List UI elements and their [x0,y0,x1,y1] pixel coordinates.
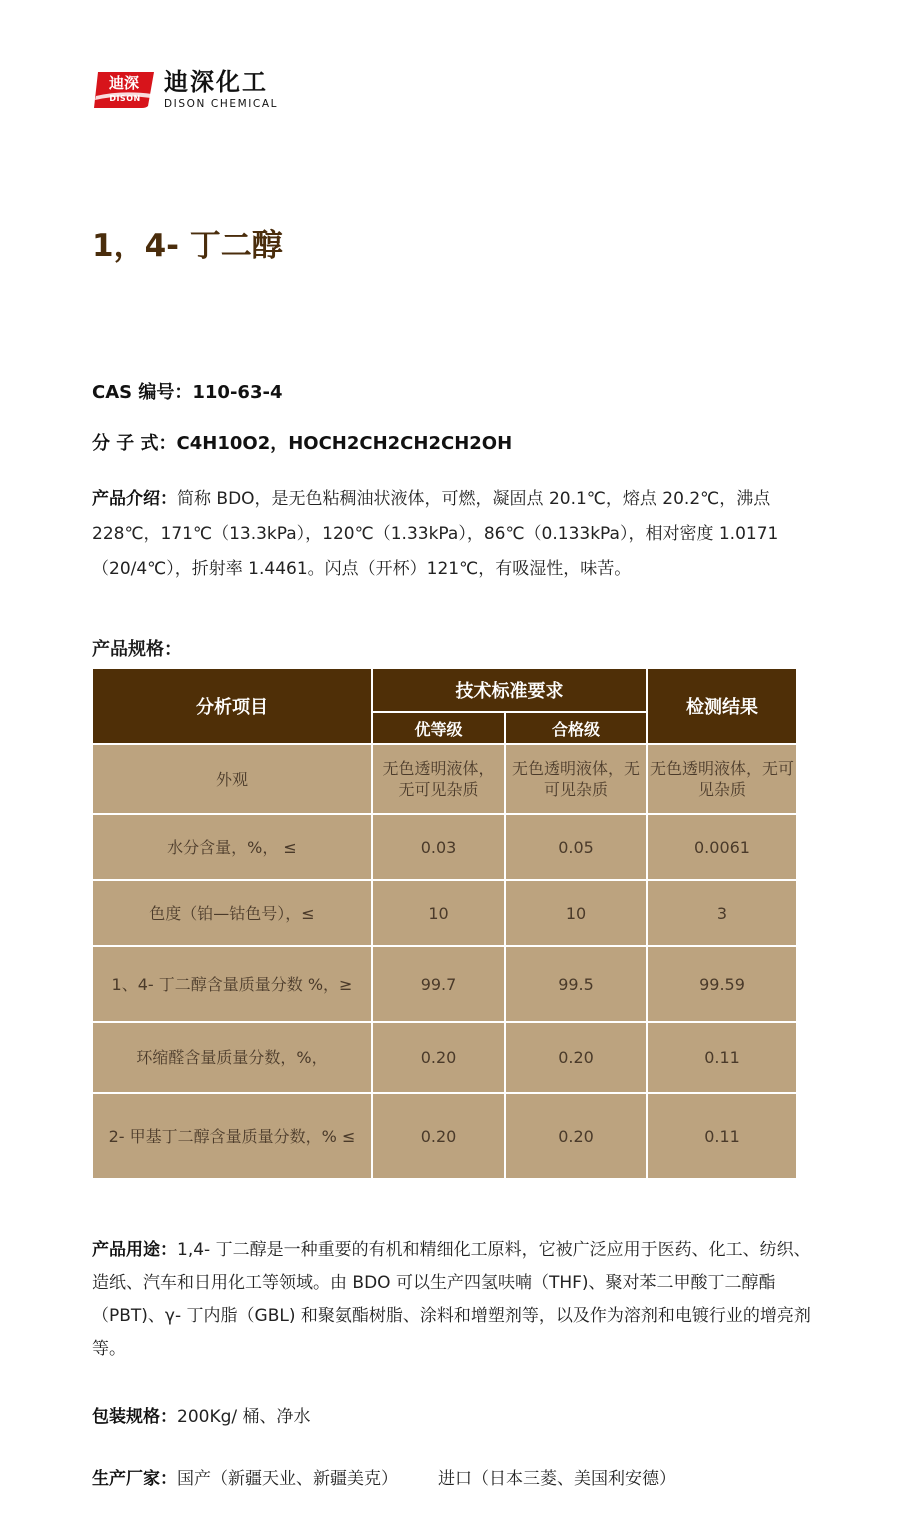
row-item: 环缩醛含量质量分数，%， [92,1022,372,1093]
row-result: 无色透明液体，无可见杂质 [647,744,797,814]
formula-label: 分 子 式： [92,433,177,454]
logo-badge-text: 迪深 [108,74,139,92]
cas-label: CAS 编号： [92,382,193,403]
table-row [92,1022,797,1093]
product-intro [92,482,812,587]
logo-english-name: DISON CHEMICAL [164,98,279,110]
spec-table [91,667,798,1180]
table-row [92,814,797,880]
row-result: 0.11 [647,1022,797,1093]
cas-line [92,376,812,410]
row-top: 0.20 [372,1093,505,1179]
row-ok: 无色透明液体，无可见杂质 [505,744,647,814]
row-top: 无色透明液体，无可见杂质 [372,744,505,814]
row-item: 水分含量，%， ≤ [92,814,372,880]
row-result: 0.0061 [647,814,797,880]
formula-line [92,427,812,461]
usage-text: 1,4- 丁二醇是一种重要的有机和精细化工原料，它被广泛应用于医药、化工、纺织、造纸、汽车和日用化工等领域。由 BDO 可以生产四氢呋喃（THF)、聚对苯二甲酸丁二醇酯（PBT)、γ- 丁内脂（GBL) 和聚氨酯树脂、涂料和增塑剂等，以及作为溶剂和电镀行业的增亮剂等。 [92,1240,811,1359]
row-ok: 0.20 [505,1093,647,1179]
row-item: 外观 [92,744,372,814]
row-ok: 99.5 [505,946,647,1022]
logo-badge-sub: DISON [109,94,141,103]
intro-text: 简称 BDO，是无色粘稠油状液体，可燃，凝固点 20.1℃，熔点 20.2℃，沸点 228℃，171℃（13.3kPa），120℃（1.33kPa），86℃（0.133kPa），相对密度 1.0171（20/4℃），折射率 1.4461。闪点（开杯）121℃，有吸湿性，味苦。 [92,489,779,579]
row-top: 0.20 [372,1022,505,1093]
row-result: 3 [647,880,797,946]
row-ok: 0.05 [505,814,647,880]
maker-line [92,1464,676,1494]
row-item: 色度（铂—钴色号），≤ [92,880,372,946]
logo-name: 迪深化工 [164,68,268,96]
row-item: 2- 甲基丁二醇含量质量分数，% ≤ [92,1093,372,1179]
row-result: 99.59 [647,946,797,1022]
header-item: 分析项目 [92,668,372,744]
spec-label: 产品规格： [92,639,182,660]
cas-value: 110-63-4 [192,382,283,403]
header-standard: 技术标准要求 [372,668,647,712]
maker-domestic: 国产（新疆天业、新疆美克） [177,1469,398,1489]
packing-value: 200Kg/ 桶、净水 [177,1407,311,1427]
packing-label: 包装规格： [92,1407,177,1427]
table-row [92,880,797,946]
row-result: 0.11 [647,1093,797,1179]
product-usage [92,1234,812,1366]
row-item: 1、4- 丁二醇含量质量分数 %，≥ [92,946,372,1022]
packing-line [92,1402,311,1432]
logo-badge [92,70,156,108]
company-logo [92,68,292,112]
maker-label: 生产厂家： [92,1469,177,1489]
header-grade-top: 优等级 [372,712,505,744]
table-row [92,946,797,1022]
intro-label: 产品介绍： [92,489,177,509]
row-top: 0.03 [372,814,505,880]
maker-imported: 进口（日本三菱、美国利安德） [438,1469,676,1489]
row-top: 99.7 [372,946,505,1022]
row-ok: 10 [505,880,647,946]
usage-label: 产品用途： [92,1240,177,1260]
row-ok: 0.20 [505,1022,647,1093]
row-top: 10 [372,880,505,946]
table-row [92,744,797,814]
table-row [92,1093,797,1179]
product-title: 1，4- 丁二醇 [92,228,283,264]
header-grade-ok: 合格级 [505,712,647,744]
header-result: 检测结果 [647,668,797,744]
formula-value: C4H10O2，HOCH2CH2CH2CH2OH [176,433,513,454]
